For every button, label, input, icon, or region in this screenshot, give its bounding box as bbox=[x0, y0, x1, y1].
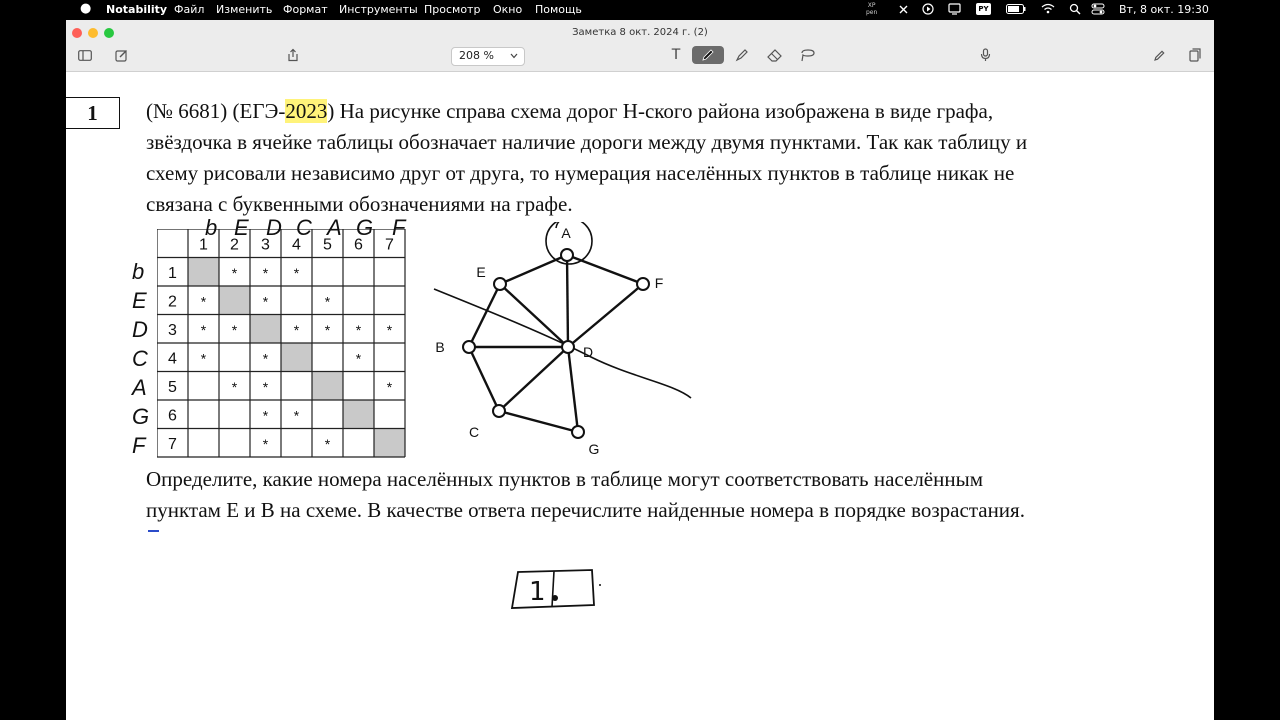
graph-edge bbox=[567, 255, 568, 347]
markup-button[interactable] bbox=[1150, 46, 1168, 64]
table-cell-star: * bbox=[293, 407, 300, 424]
input-source-icon[interactable]: PY bbox=[976, 3, 991, 15]
share-icon bbox=[287, 48, 299, 62]
graph-edge bbox=[568, 284, 643, 347]
statement-line-1 bbox=[146, 96, 1206, 127]
row-header: 7 bbox=[168, 435, 177, 453]
graph-node-label: A bbox=[561, 225, 571, 241]
row-header: 5 bbox=[168, 378, 177, 396]
menu-file[interactable]: Файл bbox=[174, 3, 205, 16]
lasso-tool-button[interactable] bbox=[796, 46, 818, 64]
menu-help[interactable]: Помощь bbox=[535, 3, 582, 16]
lasso-icon bbox=[799, 49, 816, 62]
note-canvas[interactable] bbox=[66, 72, 1214, 720]
table-cell-star: * bbox=[386, 378, 393, 395]
column-header: 7 bbox=[385, 236, 394, 254]
menu-window[interactable]: Окно bbox=[493, 3, 523, 16]
battery-icon[interactable] bbox=[1006, 4, 1026, 14]
share-button[interactable] bbox=[284, 46, 302, 64]
title-bar bbox=[66, 20, 1214, 72]
question-text bbox=[146, 464, 1206, 526]
highlighter-icon bbox=[735, 48, 749, 62]
menu-edit[interactable]: Изменить bbox=[216, 3, 273, 16]
xppen-icon[interactable] bbox=[866, 2, 877, 16]
table-cell-star: * bbox=[293, 264, 300, 281]
handwritten-row-letter: F bbox=[132, 433, 146, 458]
statement-lead: (№ 6681) (ЕГЭ- bbox=[146, 99, 286, 123]
row-header: 6 bbox=[168, 407, 177, 425]
xppen-line2: pen bbox=[866, 9, 878, 16]
answer-stray-dot bbox=[599, 584, 601, 586]
sidebar-toggle-button[interactable] bbox=[76, 46, 94, 64]
column-header: 4 bbox=[292, 236, 301, 254]
handwritten-row-letter: G bbox=[132, 404, 150, 429]
menu-bar bbox=[66, 0, 1214, 18]
row-header: 4 bbox=[168, 350, 177, 368]
question-line-1: Определите, какие номера населённых пунктов в таблице могут соответствовать населённым bbox=[146, 467, 983, 491]
handwritten-row-letter: A bbox=[132, 375, 147, 400]
handwritten-column-letter: F bbox=[392, 215, 406, 240]
chevron-down-icon bbox=[510, 53, 518, 59]
xppen-line1: XP bbox=[867, 2, 876, 9]
handwritten-column-letter: A bbox=[327, 215, 342, 240]
new-note-button[interactable] bbox=[112, 46, 130, 64]
table-cell-star: * bbox=[231, 378, 238, 395]
eraser-tool-button[interactable] bbox=[764, 46, 784, 64]
graph-edge bbox=[499, 411, 578, 432]
problem-statement bbox=[146, 96, 1206, 220]
table-cell-star: * bbox=[262, 435, 269, 452]
pencil-icon bbox=[1153, 49, 1166, 62]
menu-format[interactable]: Формат bbox=[283, 3, 328, 16]
zoom-select[interactable] bbox=[451, 47, 525, 66]
apple-icon[interactable]: ● bbox=[80, 1, 92, 16]
statement-line-2: звёздочка в ячейке таблицы обозначает наличие дороги между двумя пунктами. Так как таблицу и bbox=[146, 130, 1028, 154]
road-graph bbox=[426, 222, 716, 462]
graph-node bbox=[562, 341, 574, 353]
row-header: 3 bbox=[168, 321, 177, 339]
graph-node-label: C bbox=[468, 424, 480, 440]
highlighter-tool-button[interactable] bbox=[732, 46, 752, 64]
graph-edge bbox=[567, 255, 643, 284]
window-title: Заметка 8 окт. 2024 г. (2) bbox=[572, 27, 708, 38]
table-cell-star: * bbox=[324, 435, 331, 452]
graph-edge bbox=[500, 284, 568, 347]
graph-edge bbox=[500, 255, 567, 284]
table-cell-star: * bbox=[231, 264, 238, 281]
tools-icon[interactable] bbox=[898, 4, 909, 15]
wifi-icon[interactable] bbox=[1041, 3, 1055, 14]
column-header: 2 bbox=[230, 236, 239, 254]
graph-edge bbox=[568, 347, 578, 432]
graph-node-label: B bbox=[435, 339, 445, 355]
handwritten-row-letter: C bbox=[132, 346, 148, 371]
table-cell-star: * bbox=[262, 293, 269, 310]
menu-app-name[interactable]: Notability bbox=[106, 3, 168, 16]
graph-edge bbox=[499, 347, 568, 411]
text-cursor bbox=[148, 530, 159, 532]
column-header: 6 bbox=[354, 236, 363, 254]
menu-view[interactable]: Просмотр bbox=[424, 3, 481, 16]
table-cell-star: * bbox=[355, 321, 362, 338]
graph-node-label: D bbox=[582, 344, 594, 360]
problem-number: 1 bbox=[66, 97, 120, 129]
handwritten-column-letter: b bbox=[205, 215, 218, 240]
sidebar-icon bbox=[78, 50, 92, 61]
graph-node-label: G bbox=[588, 441, 600, 457]
table-cell-star: * bbox=[324, 293, 331, 310]
column-header: 5 bbox=[323, 236, 332, 254]
handwritten-row-letter: D bbox=[132, 317, 148, 342]
table-cell-star: * bbox=[262, 264, 269, 281]
table-cell-star: * bbox=[231, 321, 238, 338]
question-line-2: пунктам E и B на схеме. В качестве ответа перечислите найденные номера в порядке возрастания. bbox=[146, 498, 1025, 522]
statement-line-4: связана с буквенными обозначениями на графе. bbox=[146, 192, 573, 216]
menu-tools[interactable]: Инструменты bbox=[339, 3, 418, 16]
table-cell-star: * bbox=[293, 321, 300, 338]
table-cell-star: * bbox=[324, 321, 331, 338]
display-icon[interactable] bbox=[948, 3, 961, 15]
answer-digit: 1 bbox=[529, 577, 546, 607]
pages-button[interactable] bbox=[1186, 46, 1204, 64]
text-tool-icon: T bbox=[671, 47, 681, 63]
graph-node-label: E bbox=[476, 264, 486, 280]
handwritten-letters bbox=[126, 207, 416, 462]
handwritten-column-letter: G bbox=[356, 215, 374, 240]
table-cell-star: * bbox=[262, 378, 269, 395]
menubar-clock[interactable]: Вт, 8 окт. 19:30 bbox=[1119, 3, 1209, 16]
graph-node-label: F bbox=[654, 275, 664, 291]
answer-box bbox=[506, 567, 606, 627]
graph-node bbox=[572, 426, 584, 438]
control-center-icon[interactable] bbox=[1091, 3, 1105, 15]
year-highlight: 2023 bbox=[285, 99, 328, 123]
column-header: 3 bbox=[261, 236, 270, 254]
graph-node bbox=[493, 405, 505, 417]
pen-icon bbox=[701, 48, 715, 62]
handwritten-row-letter: E bbox=[132, 288, 147, 313]
handwritten-column-letter: C bbox=[296, 215, 312, 240]
search-icon[interactable] bbox=[1069, 3, 1081, 15]
handwritten-column-letter: D bbox=[266, 215, 282, 240]
row-header: 2 bbox=[168, 293, 177, 311]
table-cell-star: * bbox=[262, 350, 269, 367]
app-window bbox=[66, 20, 1214, 720]
handwritten-row-letter: b bbox=[132, 259, 145, 284]
record-audio-button[interactable] bbox=[976, 46, 994, 64]
graph-node bbox=[463, 341, 475, 353]
statement-line-1-rest: ) На рисунке справа схема дорог Н-ского района изображена в виде графа, bbox=[327, 99, 994, 123]
graph-edge bbox=[469, 284, 500, 347]
graph-node bbox=[561, 249, 573, 261]
table-cell-star: * bbox=[386, 321, 393, 338]
statement-line-3: схему рисовали независимо друг от друга, то нумерация населённых пунктов в таблице никак не bbox=[146, 161, 1015, 185]
compose-icon bbox=[115, 49, 128, 62]
graph-node bbox=[494, 278, 506, 290]
answer-dot bbox=[552, 595, 558, 601]
pages-icon bbox=[1189, 48, 1201, 62]
table-cell-star: * bbox=[200, 350, 207, 367]
row-header: 1 bbox=[168, 264, 177, 282]
pen-tool-button[interactable] bbox=[692, 46, 724, 64]
column-header: 1 bbox=[199, 236, 208, 254]
table-cell-star: * bbox=[262, 407, 269, 424]
table-cell-star: * bbox=[200, 321, 207, 338]
graph-edge bbox=[469, 347, 499, 411]
text-tool-button[interactable] bbox=[666, 46, 686, 64]
microphone-icon bbox=[980, 48, 991, 62]
handwritten-column-letter: E bbox=[234, 215, 249, 240]
zoom-value: 208 % bbox=[459, 49, 494, 62]
table-cell-star: * bbox=[200, 293, 207, 310]
graph-node bbox=[637, 278, 649, 290]
table-cell-star: * bbox=[355, 350, 362, 367]
eraser-icon bbox=[767, 49, 782, 62]
play-icon[interactable] bbox=[922, 3, 934, 15]
